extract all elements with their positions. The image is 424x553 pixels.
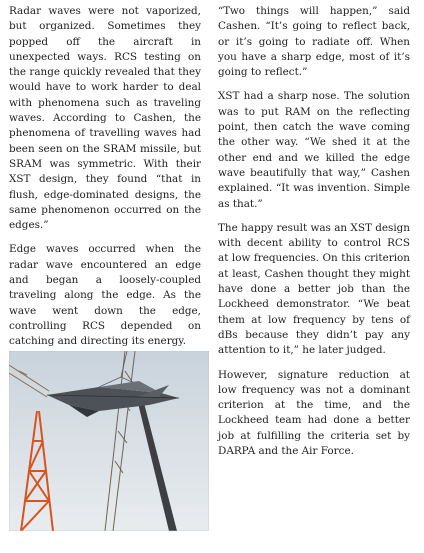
xst-rcs-test-photo bbox=[9, 351, 209, 531]
body-paragraph: “Two things will happen,” said Cashen. “It’s going to reflect back, or it’s going to radiate off. When you have a sharp edge, most of it’s going to reflect.” bbox=[218, 5, 410, 79]
body-paragraph: Edge waves occurred when the radar wave encountered an edge and began a loosely-coupled traveling along the edge. As the wave went down the edge, controlling RCS depended on catching and directing its energy. bbox=[9, 243, 201, 348]
right-column bbox=[218, 4, 410, 459]
body-paragraph: However, signature reduction at low frequency was not a dominant criterion at the time, and the Lockheed team had done a better job at fulfilling the criteria set by DARPA and the Air Force. bbox=[218, 368, 410, 458]
left-column bbox=[9, 4, 201, 350]
body-paragraph: The happy result was an XST design with decent ability to control RCS at low frequencies. On this criterion at least, Cashen thought they might have done a better job than the Lockheed demonstrator. “We beat them at low frequency by tens of dBs because they didn’t pay any attention to it,” he later judged. bbox=[218, 221, 410, 357]
body-paragraph: Radar waves were not vaporized, but organized. Sometimes they popped off the aircraft in unexpected ways. RCS testing on the range quickly revealed that they would have to work harder to deal with phenomena such as traveling waves. According to Cashen, the phenomena of travelling waves had been seen on the SRAM missile, but SRAM was symmetric. With their XST design, they found “that in flush, edge-dominated designs, the same phenomenon occurred on the edges.” bbox=[9, 5, 201, 232]
body-paragraph: XST had a sharp nose. The solution was to put RAM on the reflecting point, then catch the wave coming the other way. “We shed it at the other end and we killed the edge wave beautifully that way,” Cashen explained. “It was invention. Simple as that.” bbox=[218, 90, 410, 210]
